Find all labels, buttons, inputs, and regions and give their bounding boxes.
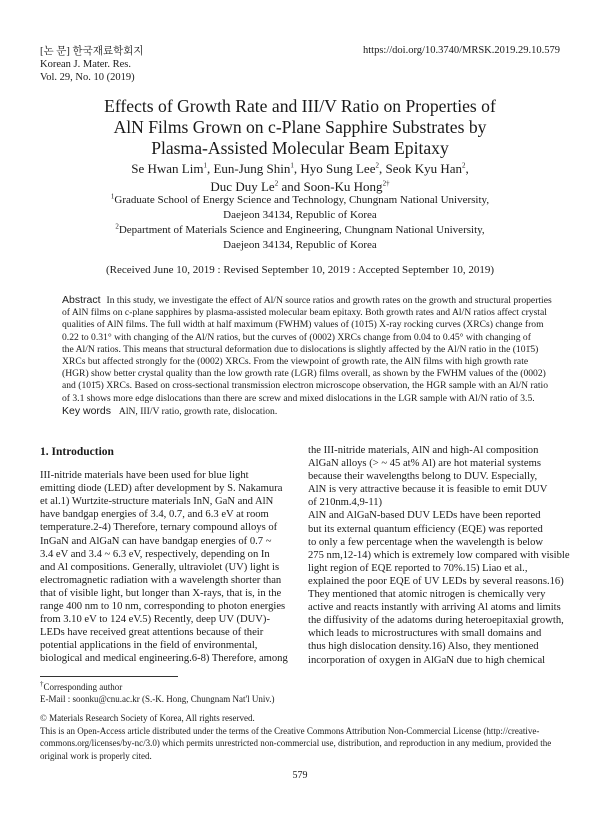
license-line: original work is properly cited. <box>40 750 152 761</box>
body-text-line: of 210nm.4,9-11) <box>308 497 383 509</box>
affiliation-2-line-1 <box>40 223 560 238</box>
dagger-sup: † <box>40 680 44 688</box>
abstract-line: the Al/N ratios. This means that structural deformation due to dislocations is slightly affected by the Al/N ratio in the (101̄5) <box>62 343 539 355</box>
author-affil-sup: 2 <box>375 161 379 170</box>
abstract-line: XRCs but affected strongly for the (0002) XRCs. From the viewpoint of growth rate, the AlN films with high growth rate <box>62 356 529 368</box>
author-name: Hyo Sung Lee <box>300 161 376 176</box>
author-list <box>40 160 560 196</box>
title-line: Plasma-Assisted Molecular Beam Epitaxy <box>151 138 449 158</box>
body-text-line: which leads to microstructures with small domains and <box>308 628 542 640</box>
abstract-line: (HGR) show better crystal quality than the low growth rate (LGR) films overall, as shown by the FWHM values of the (0002) <box>62 368 546 380</box>
body-text-line: They mentioned that atomic nitrogen is chemically very <box>308 589 546 601</box>
abstract-line: and (101̄5) XRCs. Based on cross-sectional transmission electron microscope observation, the HGR sample with an Al/N ratio <box>62 380 548 392</box>
affiliation-1-line-1 <box>40 193 560 208</box>
author-affil-sup: 1 <box>203 161 207 170</box>
license-line: commons.org/licenses/by-nc/3.0) which permits unrestricted non-commercial use, distribution, and reproduction in any medium, provided the <box>40 738 552 748</box>
author-affil-sup: 2† <box>382 179 390 188</box>
title-line: AlN Films Grown on c-Plane Sapphire Substrates by <box>113 117 487 137</box>
affiliation-2-line-2: Daejeon 34134, Republic of Korea <box>223 239 377 251</box>
body-text-line: that of visible light, but longer than X-rays, that is, in the <box>40 587 282 599</box>
body-text-line: incorporation of oxygen in AlGaN due to high chemical <box>308 654 546 666</box>
footnote <box>40 681 275 705</box>
body-text-line: InGaN and AlGaN can have bandgap energies of 0.7 ~ <box>40 535 272 547</box>
keywords-text: AlN, III/V ratio, growth rate, dislocation. <box>118 406 278 417</box>
corresponding-label: Corresponding author <box>43 682 123 692</box>
title-line: Effects of Growth Rate and III/V Ratio on Properties of <box>104 96 496 116</box>
abstract-line: qualities of AlN films. The full width at half maximum (FWHM) values of (101̄5) X-ray rocking curves (XRCs) change from <box>62 319 544 331</box>
paper-title <box>40 96 560 159</box>
copyright-line: © Materials Research Society of Korea, All rights reserved. <box>40 713 255 723</box>
author-affil-sup: 2 <box>462 161 466 170</box>
volume-issue: Vol. 29, No. 10 (2019) <box>40 72 135 83</box>
body-text-line: AlN and AlGaN-based DUV LEDs have been reported <box>308 510 541 522</box>
corresponding-author <box>40 681 275 693</box>
journal-korean-name: [논 문] 한국재료학회지 <box>40 46 144 57</box>
affiliation-text: Graduate School of Energy Science and Technology, Chungnam National University, <box>114 194 490 206</box>
body-text-line: active and reacts instantly with arriving Al atoms and limits <box>308 602 561 614</box>
keywords <box>62 405 277 417</box>
body-text-line: III-nitride materials have been used for blue light <box>40 470 249 482</box>
affiliations <box>40 193 560 253</box>
body-text-line: electromagnetic radiation with a wavelength shorter than <box>40 574 282 586</box>
body-text-line: light region of EQE reported to 70%.15) Liao et al., <box>308 562 528 574</box>
keywords-label: Key words <box>62 405 112 417</box>
abstract-label: Abstract <box>62 294 101 306</box>
author-name: Eun-Jung Shin <box>213 161 291 176</box>
doi-link[interactable]: https://doi.org/10.3740/MRSK.2019.29.10.579 <box>363 45 560 56</box>
footnote-rule <box>40 676 178 677</box>
journal-abbrev: Korean J. Mater. Res. <box>40 59 131 70</box>
affiliation-1-line-2: Daejeon 34134, Republic of Korea <box>223 209 377 221</box>
body-text-line: because their wavelengths belong to DUV. Especially, <box>308 471 538 483</box>
intro-left-column <box>40 446 302 666</box>
body-text-line: but its external quantum efficiency (EQE) was reported <box>308 523 543 535</box>
abstract-line: of 3.1 shows more edge dislocations than there are screw and mixed dislocations in the LGR sample with Al/N ratio of 3.5. <box>62 392 535 404</box>
received-dates: (Received June 10, 2019 : Revised September 10, 2019 : Accepted September 10, 2019) <box>106 264 494 276</box>
affiliation-sup: 1 <box>110 192 115 201</box>
abstract-line <box>62 294 552 307</box>
body-text-line: to only a few percentage when the wavelength is below <box>308 536 544 548</box>
body-text-line: have bandgap energies of 3.4, 0.7, and 6.3 eV at room <box>40 509 269 521</box>
body-text-line: AlGaN alloys (> ~ 45 at% Al) are hot material systems <box>308 458 541 470</box>
body-text-line: and Al compositions. Generally, ultraviolet (UV) light is <box>40 561 280 573</box>
intro-right-column <box>308 444 570 667</box>
author-conjunction: and <box>281 179 301 194</box>
abstract-text: In this study, we investigate the effect of Al/N source ratios and growth rates on the growth and structural properties <box>106 295 552 306</box>
body-text-line: LEDs have received great attentions because of their <box>40 627 264 639</box>
body-text-line: explained the poor EQE of UV LEDs by several reasons.16) <box>308 575 564 587</box>
affiliation-text: Department of Materials Science and Engineering, Chungnam National University, <box>118 224 485 236</box>
left-column-text <box>40 469 302 665</box>
authors-line-1: Se Hwan Lim$^1$, Eun-Jung Shin$^1$, Hyo Sung Lee$^2$, Seok Kyu Han$^2$, <box>131 161 469 176</box>
body-text-line: the diffusivity of the adatoms during heteroepitaxial growth, <box>308 615 564 627</box>
journal-header <box>40 45 144 84</box>
author-name: Se Hwan Lim <box>131 161 204 176</box>
body-text-line: 3.4 eV and 3.4 ~ 6.3 eV, respectively, depending on In <box>40 548 270 560</box>
author-affil-sup: 1 <box>290 161 294 170</box>
body-text-line: range 400 nm to 10 nm, corresponding to photon energies <box>40 601 286 613</box>
body-text-line: AlN is very attractive because it is feasible to emit DUV <box>308 484 548 496</box>
body-text-line: the III-nitride materials, AlN and high-Al composition <box>308 445 539 456</box>
section-heading: 1. Introduction <box>40 446 114 458</box>
page-number: 579 <box>292 770 308 781</box>
body-text-line: et al.1) Wurtzite-structure materials InN, GaN and AlN <box>40 496 274 508</box>
author-name: Soon-Ku Hong <box>303 179 383 194</box>
body-text-line: biological and medical engineering.6-8) Therefore, among <box>40 653 288 665</box>
abstract-line: 0.22 to 0.31° with changing of the Al/N ratios, but the curves of (0002) XRCs change from 0.04 to 0.45° with changing of <box>62 331 531 343</box>
body-text-line: from 3.10 eV to 124 eV.5) Recently, deep UV (DUV)- <box>40 614 270 626</box>
corresponding-email: E-Mail : soonku@cnu.ac.kr (S.-K. Hong, Chungnam Nat'l Univ.) <box>40 694 275 704</box>
abstract-line: of AlN films on c-plane sapphires by plasma-assisted molecular beam epitaxy. Both growth rates and Al/N ratios affect crystal <box>62 307 547 319</box>
license-line: This is an Open-Access article distributed under the terms of the Creative Commons Attribution Non-Commercial License (http://creative- <box>40 725 540 736</box>
body-text-line: potential applications in the field of environmental, <box>40 640 258 652</box>
affiliation-sup: 2 <box>115 222 119 231</box>
abstract <box>62 294 552 405</box>
body-text-line: 275 nm,12-14) which is extremely low compared with visible <box>308 549 570 561</box>
body-text-line: thus high dislocation density.16) Also, they mentioned <box>308 641 539 653</box>
right-column-text <box>308 444 570 667</box>
author-name: Seok Kyu Han <box>385 161 463 176</box>
author-name: Duc Duy Le <box>210 179 275 194</box>
body-text-line: emitting diode (LED) after development by S. Nakamura <box>40 483 283 495</box>
copyright-notice <box>40 712 560 762</box>
author-affil-sup: 2 <box>274 179 279 188</box>
body-text-line: temperature.2-4) Therefore, ternary compound alloys of <box>40 522 278 534</box>
